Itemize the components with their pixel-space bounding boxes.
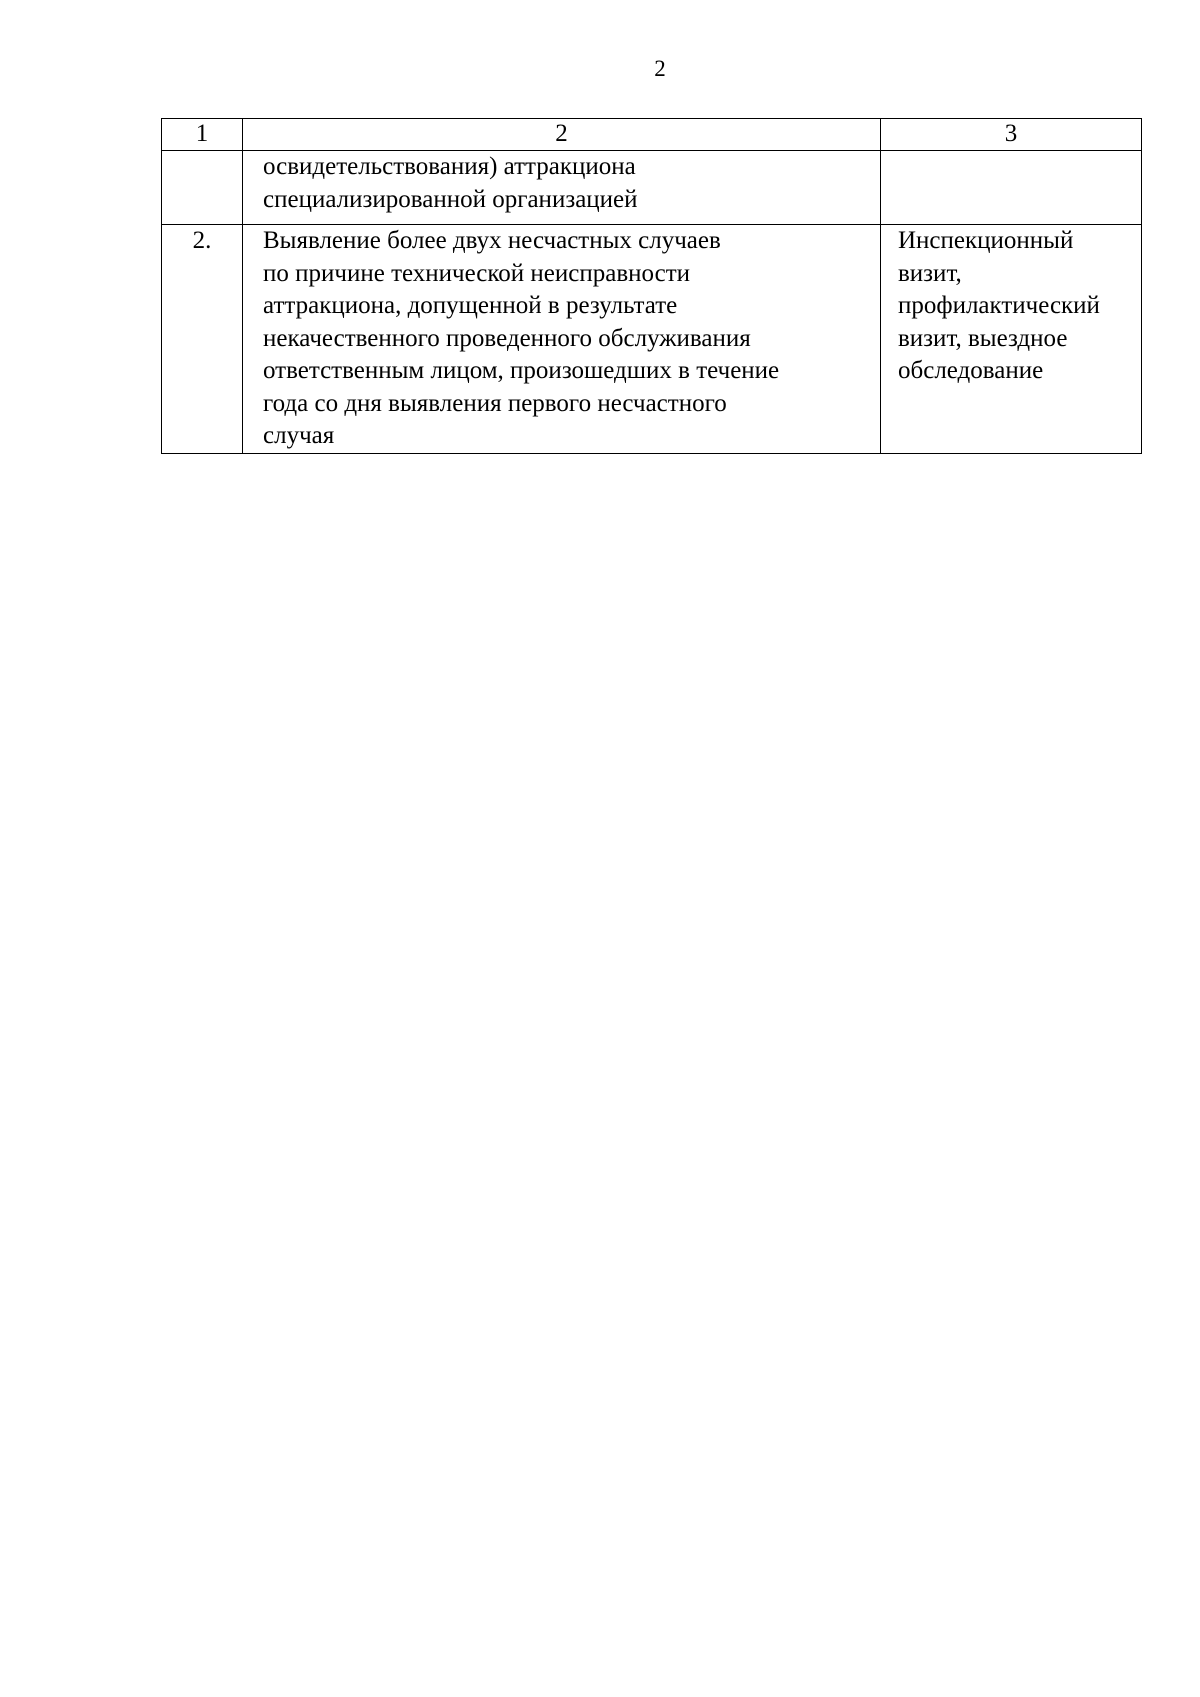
row-number: 2. [162, 225, 243, 454]
table-row [162, 225, 1142, 454]
text-line: случая [263, 422, 335, 449]
column-header-2: 2 [243, 119, 881, 151]
indicator-table [161, 118, 1142, 454]
text-line: некачественного проведенного обслуживания [263, 324, 751, 352]
text-line: специализированной организацией [263, 185, 638, 213]
type-line: визит, выездное [898, 324, 1068, 352]
table-header-row [162, 119, 1142, 151]
text-line: аттракциона, допущенной в результате [263, 292, 678, 319]
type-line: визит, [898, 259, 962, 287]
table-row [162, 151, 1142, 225]
text-line: по причине технической неисправности [263, 259, 691, 287]
control-type-cell [881, 151, 1142, 225]
type-line: обследование [898, 357, 1044, 384]
indicator-text [243, 151, 881, 225]
indicator-text [243, 225, 881, 454]
text-line: ответственным лицом, произошедших в течение [263, 357, 780, 384]
type-line: Инспекционный [898, 227, 1074, 254]
text-line: Выявление более двух несчастных случаев [263, 227, 721, 254]
control-type-cell [881, 225, 1142, 454]
text-line: освидетельствования) аттракциона [263, 153, 636, 180]
type-line: профилактический [898, 292, 1100, 319]
column-header-1: 1 [162, 119, 243, 151]
text-line: года со дня выявления первого несчастного [263, 389, 727, 417]
row-number [162, 151, 243, 225]
column-header-3: 3 [881, 119, 1142, 151]
page-number: 2 [654, 56, 666, 81]
